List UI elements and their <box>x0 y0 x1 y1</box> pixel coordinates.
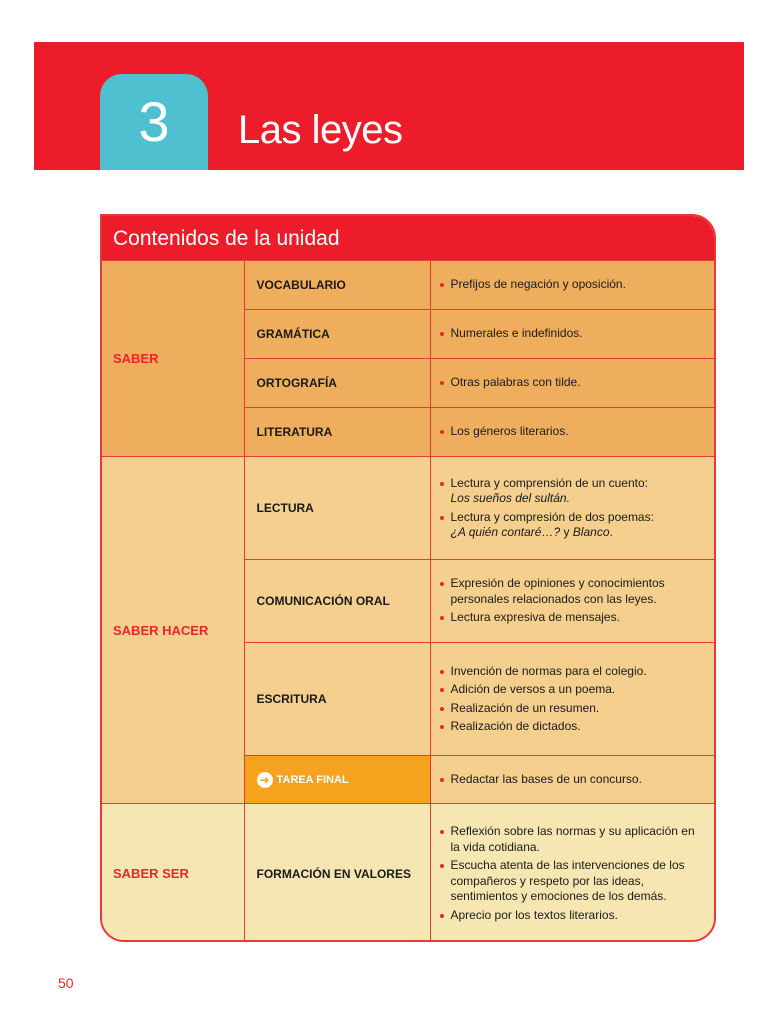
list-item: Lectura y compresión de dos poemas: ¿A quién contaré…? y Blanco. <box>451 510 705 541</box>
list-item: Aprecio por los textos literarios. <box>451 908 705 924</box>
subcategory-escritura: ESCRITURA <box>244 643 430 756</box>
list-item: Invención de normas para el colegio. <box>451 664 705 680</box>
list-item: Reflexión sobre las normas y su aplicación en la vida cotidiana. <box>451 824 705 855</box>
table-row <box>102 261 714 310</box>
subcategory-tarea-final <box>244 756 430 804</box>
list-item: Adición de versos a un poema. <box>451 682 705 698</box>
category-saber-hacer: SABER HACER <box>102 457 244 804</box>
table-row <box>102 457 714 560</box>
subcategory-vocabulario: VOCABULARIO <box>244 261 430 310</box>
tarea-final-label: TAREA FINAL <box>276 773 349 786</box>
content-cell <box>430 804 714 943</box>
list-item: Lectura expresiva de mensajes. <box>451 610 705 626</box>
content-cell <box>430 261 714 310</box>
list-item: Lectura y comprensión de un cuento: Los sueños del sultán. <box>451 476 705 507</box>
contents-table-title: Contenidos de la unidad <box>102 216 714 260</box>
subcategory-formacion-valores: FORMACIÓN EN VALORES <box>244 804 430 943</box>
list-item: Realización de un resumen. <box>451 701 705 717</box>
content-cell <box>430 359 714 408</box>
list-item: Prefijos de negación y oposición. <box>451 277 705 293</box>
list-item: Expresión de opiniones y conocimientos personales relacionados con las leyes. <box>451 576 705 607</box>
unit-number-badge: 3 <box>100 74 208 170</box>
subcategory-comunicacion-oral: COMUNICACIÓN ORAL <box>244 560 430 643</box>
category-saber: SABER <box>102 261 244 457</box>
subcategory-literatura: LITERATURA <box>244 408 430 457</box>
arrow-right-circle-icon: ➜ <box>257 772 273 788</box>
page-number: 50 <box>58 975 74 991</box>
content-cell <box>430 560 714 643</box>
content-cell <box>430 408 714 457</box>
unit-title: Las leyes <box>238 108 403 152</box>
subcategory-ortografia: ORTOGRAFÍA <box>244 359 430 408</box>
content-cell <box>430 310 714 359</box>
content-cell <box>430 643 714 756</box>
list-item: Escucha atenta de las intervenciones de los compañeros y respeto por las ideas, sentimientos y emociones de los demás. <box>451 858 705 905</box>
content-cell <box>430 756 714 804</box>
list-item: Otras palabras con tilde. <box>451 375 705 391</box>
category-saber-ser: SABER SER <box>102 804 244 943</box>
content-cell <box>430 457 714 560</box>
list-item: Numerales e indefinidos. <box>451 326 705 342</box>
subcategory-gramatica: GRAMÁTICA <box>244 310 430 359</box>
list-item: Realización de dictados. <box>451 719 705 735</box>
contents-table <box>100 214 716 942</box>
table-row <box>102 804 714 943</box>
contents-grid <box>102 260 714 942</box>
list-item: Los géneros literarios. <box>451 424 705 440</box>
list-item: Redactar las bases de un concurso. <box>451 772 705 788</box>
subcategory-lectura: LECTURA <box>244 457 430 560</box>
